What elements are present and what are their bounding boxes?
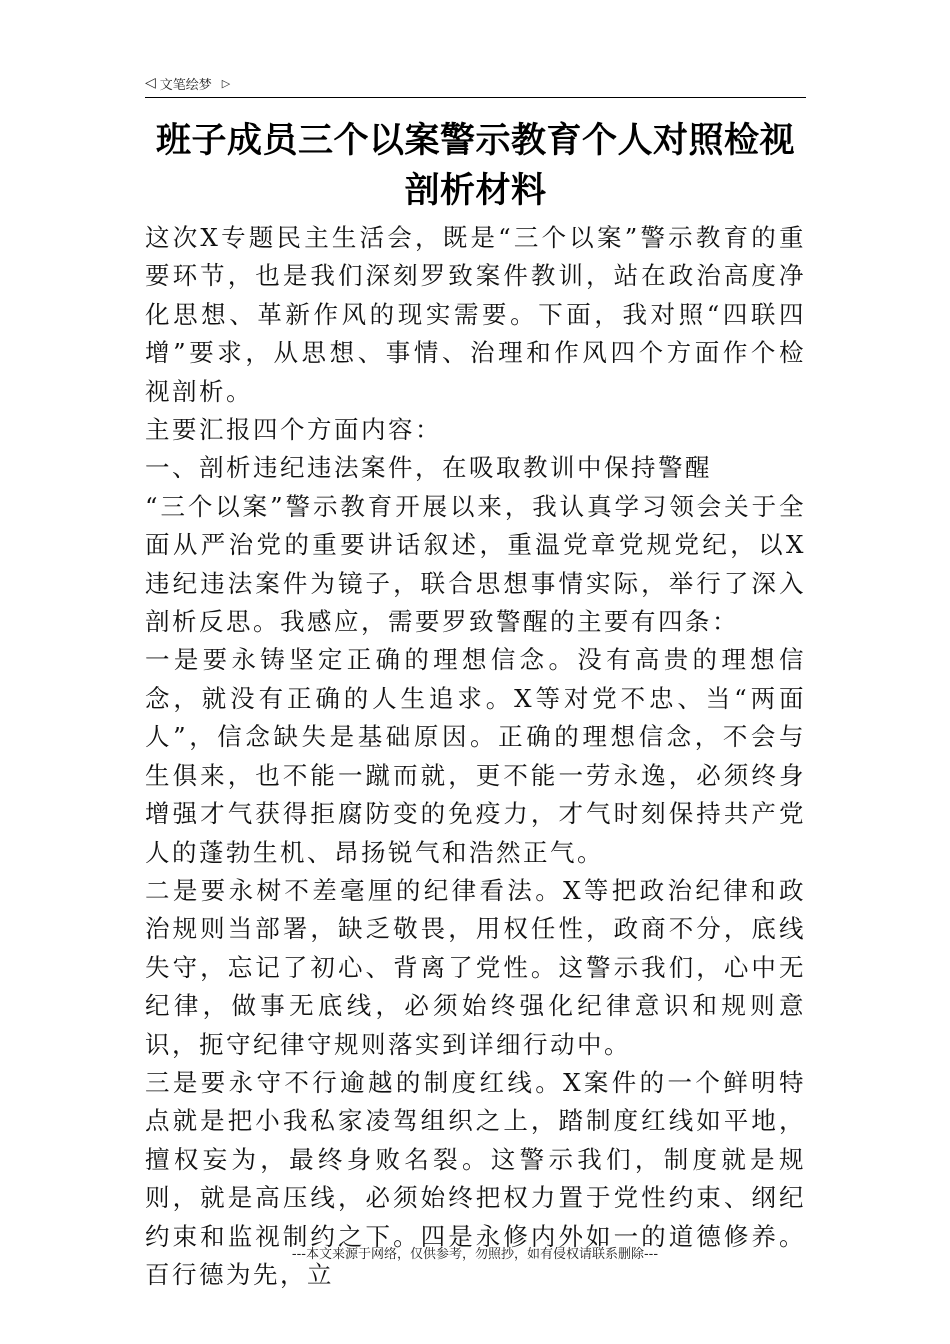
page-footer-notice: ---本文来源于网络，仅供参考，勿照抄，如有侵权请联系删除--- — [291, 1247, 659, 1262]
paragraph-point-3: 三是要永守不行逾越的制度红线。X案件的一个鲜明特点就是把小我私家凌驾组织之上，踏制度红线如平地，擅权妄为，最终身败名裂。这警示我们，制度就是规则，就是高压线，必须始终把权力置于党性约束、纲纪约束和监视制约之下。四是永修内外如一的道德修养。百行德为先，立 — [145, 1067, 806, 1289]
paragraph-point-1: 一是要永铸坚定正确的理想信念。没有高贵的理想信念，就没有正确的人生追求。X等对党不忠、当“两面人”，信念缺失是基础原因。正确的理想信念，不会与生俱来，也不能一蹴而就，更不能一劳永逸，必须终身增强才气获得拒腐防变的免疫力，才气时刻保持共产党人的蓬勃生机、昂扬锐气和浩然正气。 — [145, 645, 806, 867]
paragraph-point-2: 二是要永树不差毫厘的纪律看法。X等把政治纪律和政治规则当部署，缺乏敬畏，用权任性，政商不分，底线失守，忘记了初心、背离了党性。这警示我们，心中无纪律，做事无底线，必须始终强化纪律意识和规则意识，扼守纪律守规则落实到详细行动中。 — [145, 875, 806, 1059]
document-title: 班子成员三个以案警示教育个人对照检视剖析材料 — [155, 121, 795, 211]
paragraph-section-1: “三个以案”警示教育开展以来，我认真学习领会关于全面从严治党的重要讲话叙述，重温党章党规党纪，以X违纪违法案件为镜子，联合思想事情实际，举行了深入剖析反思。我感应，需要罗致警醒的主要有四条： — [145, 491, 806, 637]
header-divider — [145, 97, 806, 98]
document-body — [145, 219, 806, 1294]
right-triangle-icon: ▷ — [221, 76, 231, 90]
section-heading-1: 一、剖析违纪违法案件，在吸取教训中保持警醒 — [145, 453, 712, 483]
paragraph-intro: 这次X专题民主生活会，既是“三个以案”警示教育的重要环节，也是我们深刻罗致案件教训，站在政治高度净化思想、革新作风的现实需要。下面，我对照“四联四增”要求，从思想、事情、治理和作风四个方面作个检视剖析。 — [145, 223, 806, 406]
left-triangle-icon: ◁ — [145, 75, 156, 91]
page-header — [145, 72, 230, 94]
paragraph-summary: 主要汇报四个方面内容： — [145, 415, 442, 445]
header-brand: 文笔绘梦 — [159, 77, 212, 93]
